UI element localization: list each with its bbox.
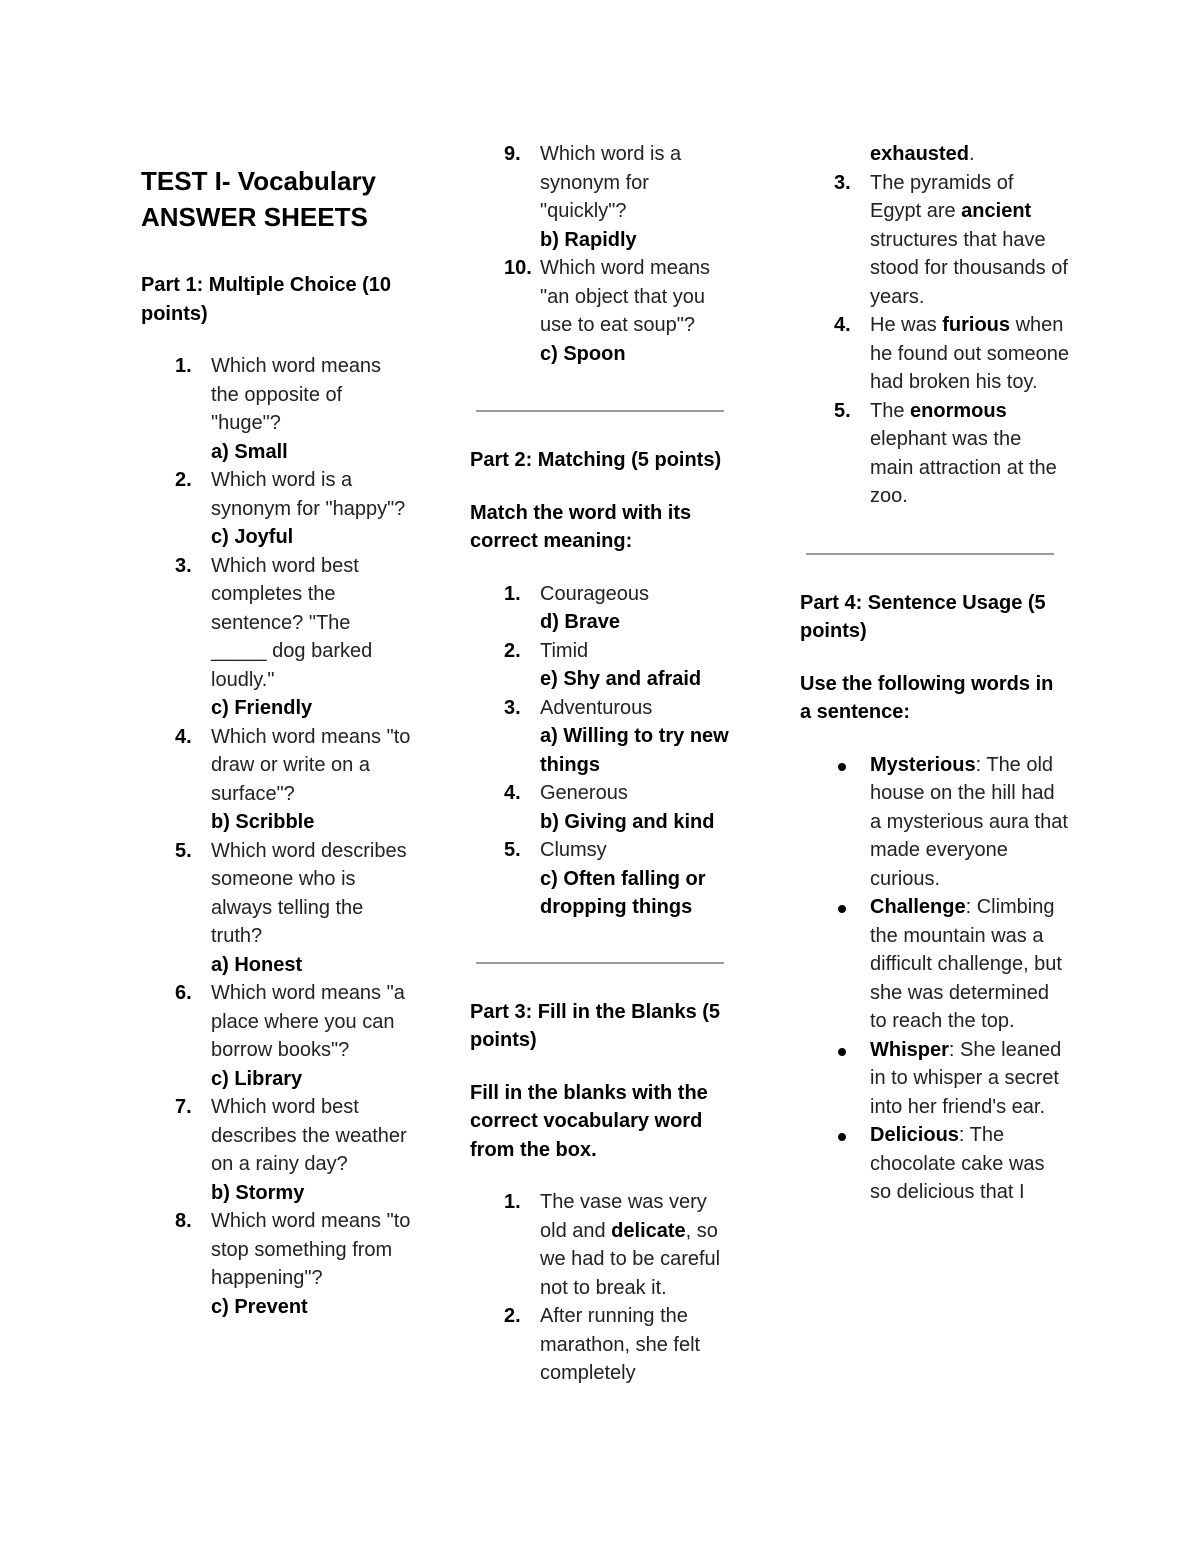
bullet-icon — [838, 905, 846, 913]
column-3 — [800, 140, 1070, 1207]
part3-instruction: Fill in the blanks with the correct vocabulary word from the box. — [470, 1081, 708, 1161]
match-word: Courageous — [540, 582, 649, 605]
item-number: 9. — [504, 143, 521, 165]
list-item — [470, 140, 732, 254]
item-number: 4. — [175, 725, 192, 748]
list-item — [470, 254, 732, 368]
sentence-end: , so we had to be careful not to break it. — [540, 1219, 721, 1299]
bullet-icon — [838, 763, 846, 771]
part4-instruction: Use the following words in a sentence: — [800, 672, 1054, 723]
sentence-start: He was — [870, 314, 943, 336]
match-answer: b) Giving and kind — [540, 810, 715, 833]
question-text: Which word means the opposite of "huge"? — [211, 355, 382, 434]
answer-text: b) Scribble — [211, 811, 315, 833]
sentence-end: . — [968, 143, 975, 165]
fill-word: furious — [942, 314, 1011, 336]
list-item — [141, 723, 411, 837]
part2-list — [470, 580, 732, 922]
question-text: Which word means "a place where you can borrow books"? — [211, 982, 405, 1061]
list-item — [470, 779, 732, 836]
list-item — [470, 1302, 732, 1388]
part3-heading: Part 3: Fill in the Blanks (5 points) — [470, 1000, 721, 1051]
item-number: 2. — [504, 1305, 521, 1327]
match-word: Clumsy — [540, 839, 607, 861]
part1-heading: Part 1: Multiple Choice (10 points) — [141, 274, 392, 325]
section-divider — [806, 553, 1054, 555]
list-item — [141, 979, 411, 1093]
item-number: 4. — [834, 314, 851, 336]
title-line-2: ANSWER SHEETS — [141, 202, 368, 232]
question-text: Which word best completes the sentence? "The _____ dog barked loudly." — [211, 554, 373, 691]
question-text: Which word means "to draw or write on a surface"? — [211, 725, 411, 805]
part2-instruction: Match the word with its correct meaning: — [470, 501, 692, 552]
part2-heading: Part 2: Matching (5 points) — [470, 449, 722, 471]
item-number: 3. — [175, 554, 192, 577]
answer-text: a) Small — [211, 440, 288, 463]
fill-word: exhausted — [870, 143, 969, 165]
list-item — [800, 751, 1070, 894]
list-item — [141, 352, 411, 466]
part1-list-continued — [470, 140, 732, 368]
answer-text: a) Honest — [211, 953, 303, 976]
part4-list — [800, 751, 1070, 1207]
usage-sentence: : She leaned in to whisper a secret into her friend's ear. — [870, 1038, 1062, 1118]
list-item — [800, 397, 1070, 511]
list-item — [800, 140, 1070, 169]
question-text: Which word describes someone who is always telling the truth? — [211, 839, 407, 947]
list-item — [470, 580, 732, 637]
part3-list — [470, 1188, 732, 1388]
part3-list-continued — [800, 140, 1070, 511]
sentence-start: The — [870, 399, 911, 422]
bullet-icon — [838, 1133, 846, 1141]
usage-sentence: : The chocolate cake was so delicious that I — [870, 1124, 1045, 1203]
sentence-end: when he found out someone had broken his toy. — [870, 314, 1070, 393]
match-word: Timid — [540, 639, 589, 662]
list-item — [470, 694, 732, 780]
item-number: 1. — [504, 1191, 521, 1213]
sentence-end: structures that have stood for thousands of years. — [870, 228, 1068, 308]
answer-text: c) Spoon — [540, 342, 626, 365]
fill-word: enormous — [910, 399, 1007, 422]
section-divider — [476, 410, 724, 412]
usage-word: Delicious — [870, 1124, 959, 1146]
item-number: 1. — [504, 582, 521, 605]
list-item — [141, 1207, 411, 1321]
list-item — [800, 1121, 1070, 1207]
item-number: 8. — [175, 1210, 192, 1232]
fill-word: delicate — [611, 1219, 686, 1242]
item-number: 10. — [504, 257, 532, 279]
answer-text: b) Stormy — [211, 1181, 305, 1204]
fill-word: ancient — [961, 200, 1032, 222]
part4-heading: Part 4: Sentence Usage (5 points) — [800, 591, 1046, 642]
answer-text: b) Rapidly — [540, 228, 637, 251]
column-1 — [141, 163, 411, 1321]
sentence-start: The vase was very old and — [540, 1191, 707, 1242]
title-line-1: TEST I- Vocabulary — [141, 166, 377, 196]
usage-word: Challenge — [870, 896, 966, 918]
bullet-icon — [838, 1048, 846, 1056]
item-number: 4. — [504, 782, 521, 804]
list-item — [800, 311, 1070, 397]
answer-text: c) Friendly — [211, 697, 313, 719]
item-number: 7. — [175, 1096, 192, 1118]
question-text: Which word is a synonym for "quickly"? — [540, 143, 682, 222]
item-number: 1. — [175, 355, 192, 377]
question-text: Which word is a synonym for "happy"? — [211, 469, 406, 520]
match-answer: e) Shy and afraid — [540, 668, 702, 690]
answer-text: c) Prevent — [211, 1295, 308, 1318]
part1-list — [141, 352, 411, 1321]
list-item — [141, 837, 411, 980]
usage-word: Whisper — [870, 1038, 949, 1061]
document-title — [141, 163, 411, 235]
list-item — [141, 1093, 411, 1207]
list-item — [141, 552, 411, 723]
match-word: Adventurous — [540, 696, 653, 719]
list-item — [470, 836, 732, 922]
match-answer: a) Willing to try new things — [540, 725, 729, 776]
item-number: 5. — [834, 399, 851, 422]
list-item — [800, 169, 1070, 312]
item-number: 5. — [504, 839, 521, 861]
list-item — [470, 637, 732, 694]
item-number: 3. — [834, 171, 851, 194]
list-item — [800, 893, 1070, 1036]
item-number: 3. — [504, 696, 521, 719]
question-text: Which word means "to stop something from happening"? — [211, 1210, 411, 1289]
list-item — [470, 1188, 732, 1302]
item-number: 2. — [175, 469, 192, 491]
column-2 — [470, 140, 732, 1388]
match-answer: c) Often falling or dropping things — [540, 867, 706, 918]
item-number: 5. — [175, 839, 192, 862]
usage-sentence: : Climbing the mountain was a difficult challenge, but she was determined to reach the top. — [870, 896, 1062, 1032]
list-item — [141, 466, 411, 552]
item-number: 6. — [175, 982, 192, 1004]
list-item — [800, 1036, 1070, 1122]
sentence-start: The pyramids of Egypt are — [870, 171, 1014, 222]
answer-text: c) Joyful — [211, 526, 294, 548]
sentence-start: After running the marathon, she felt completely — [540, 1305, 701, 1384]
match-answer: d) Brave — [540, 611, 621, 633]
item-number: 2. — [504, 639, 521, 662]
sentence-end: elephant was the main attraction at the zoo. — [870, 428, 1057, 507]
question-text: Which word best describes the weather on a rainy day? — [211, 1096, 407, 1175]
usage-sentence: : The old house on the hill had a mysterious aura that made everyone curious. — [870, 753, 1068, 890]
usage-word: Mysterious — [870, 753, 976, 776]
match-word: Generous — [540, 782, 628, 804]
answer-text: c) Library — [211, 1067, 303, 1090]
section-divider — [476, 962, 724, 964]
question-text: Which word means "an object that you use to eat soup"? — [540, 257, 711, 336]
